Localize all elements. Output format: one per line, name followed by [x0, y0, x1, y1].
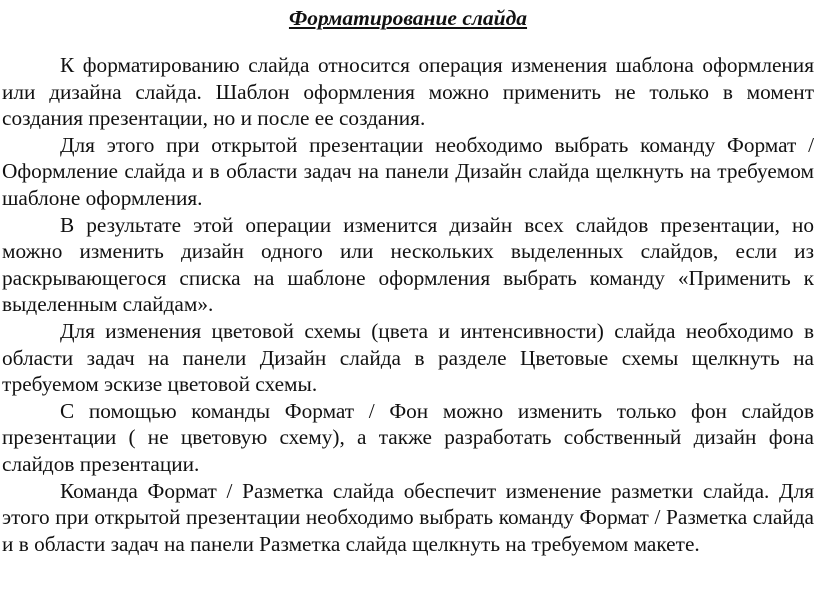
title-spacer — [2, 32, 814, 52]
document-title: Форматирование слайда — [288, 6, 528, 30]
paragraph-5: С помощью команды Формат / Фон можно изменить только фон слайдов презентации ( не цветовую схему), а также разработать собственный дизайн фона слайдов презентации. — [2, 398, 814, 476]
paragraph-3: В результате этой операции изменится дизайн всех слайдов презентации, но можно изменить дизайн одного или нескольких выделенных слайдов, если из раскрывающегося списка на шаблоне оформления выбрать команду «Применить к выделенным слайдам». — [2, 212, 814, 317]
paragraph-1: К форматированию слайда относится операция изменения шаблона оформления или дизайна слайда. Шаблон оформления можно применить не только в момент создания презентации, но и после ее создания. — [2, 53, 814, 131]
paragraph-4: Для изменения цветовой схемы (цвета и интенсивности) слайда необходимо в области задач на панели Дизайн слайда в разделе Цветовые схемы щелкнуть на требуемом эскизе цветовой схемы. — [2, 318, 814, 397]
paragraph-2: Для этого при открытой презентации необходимо выбрать команду Формат / Оформление слайда и в области задач на панели Дизайн слайда щелкнуть на требуемом шаблоне оформления. — [2, 132, 814, 210]
paragraph-6: Команда Формат / Разметка слайда обеспечит изменение разметки слайда. Для этого при открытой презентации необходимо выбрать команду Формат / Разметка слайда и в области задач на панели Разметка слайда щелкнуть на требуемом макете. — [2, 478, 814, 556]
